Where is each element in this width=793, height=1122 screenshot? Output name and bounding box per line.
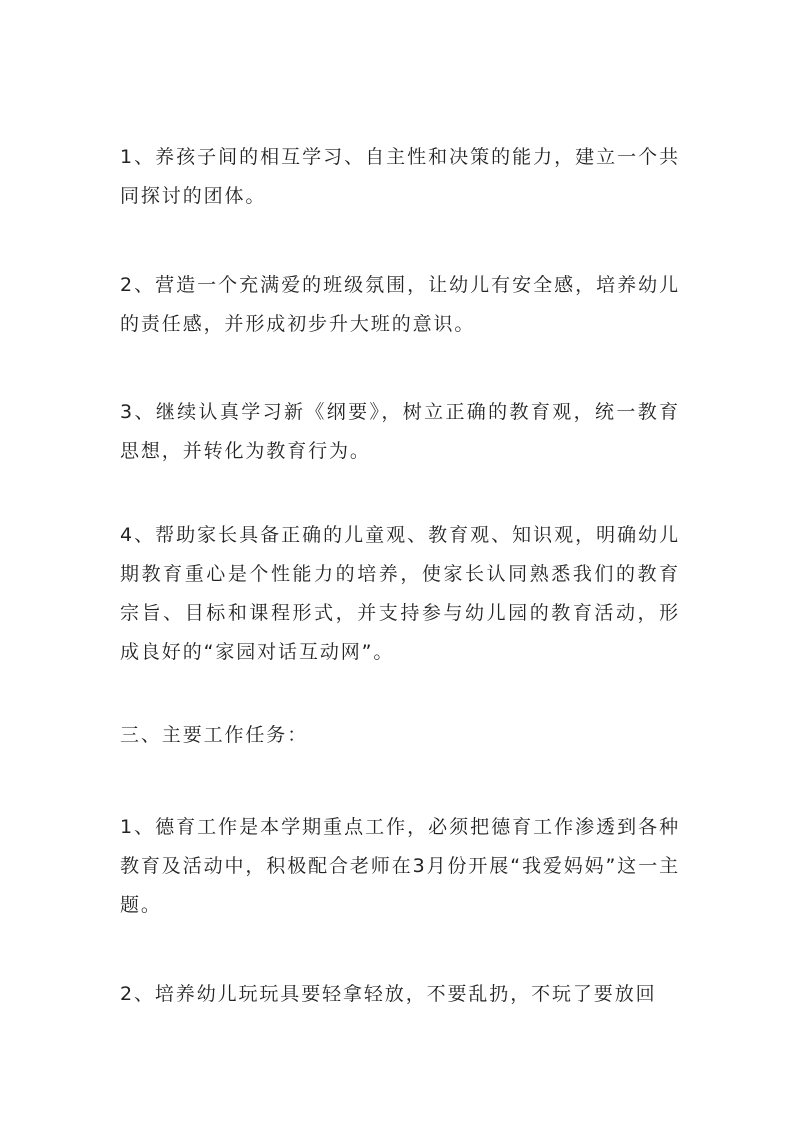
paragraph-objective-1: 1、养孩子间的相互学习、自主性和决策的能力，建立一个共同探讨的团体。 — [120, 146, 680, 207]
paragraph-task-1: 1、德育工作是本学期重点工作，必须把德育工作渗透到各种教育及活动中，积极配合老师在3月份开展“我爱妈妈”这一主题。 — [120, 816, 680, 916]
paragraph-objective-2: 2、营造一个充满爱的班级氛围，让幼儿有安全感，培养幼儿的责任感，并形成初步升大班的意识。 — [120, 274, 680, 335]
section-heading-main-tasks: 三、主要工作任务： — [120, 724, 309, 746]
paragraph-objective-3: 3、继续认真学习新《纲要》，树立正确的教育观，统一教育思想，并转化为教育行为。 — [120, 401, 680, 462]
paragraph-task-2: 2、培养幼儿玩玩具要轻拿轻放，不要乱扔，不玩了要放回 — [120, 983, 657, 1005]
paragraph-objective-4: 4、帮助家长具备正确的儿童观、教育观、知识观，明确幼儿期教育重心是个性能力的培养，使家长认同熟悉我们的教育宗旨、目标和课程形式，并支持参与幼儿园的教育活动，形成良好的“家园对话互动网”。 — [120, 524, 680, 663]
